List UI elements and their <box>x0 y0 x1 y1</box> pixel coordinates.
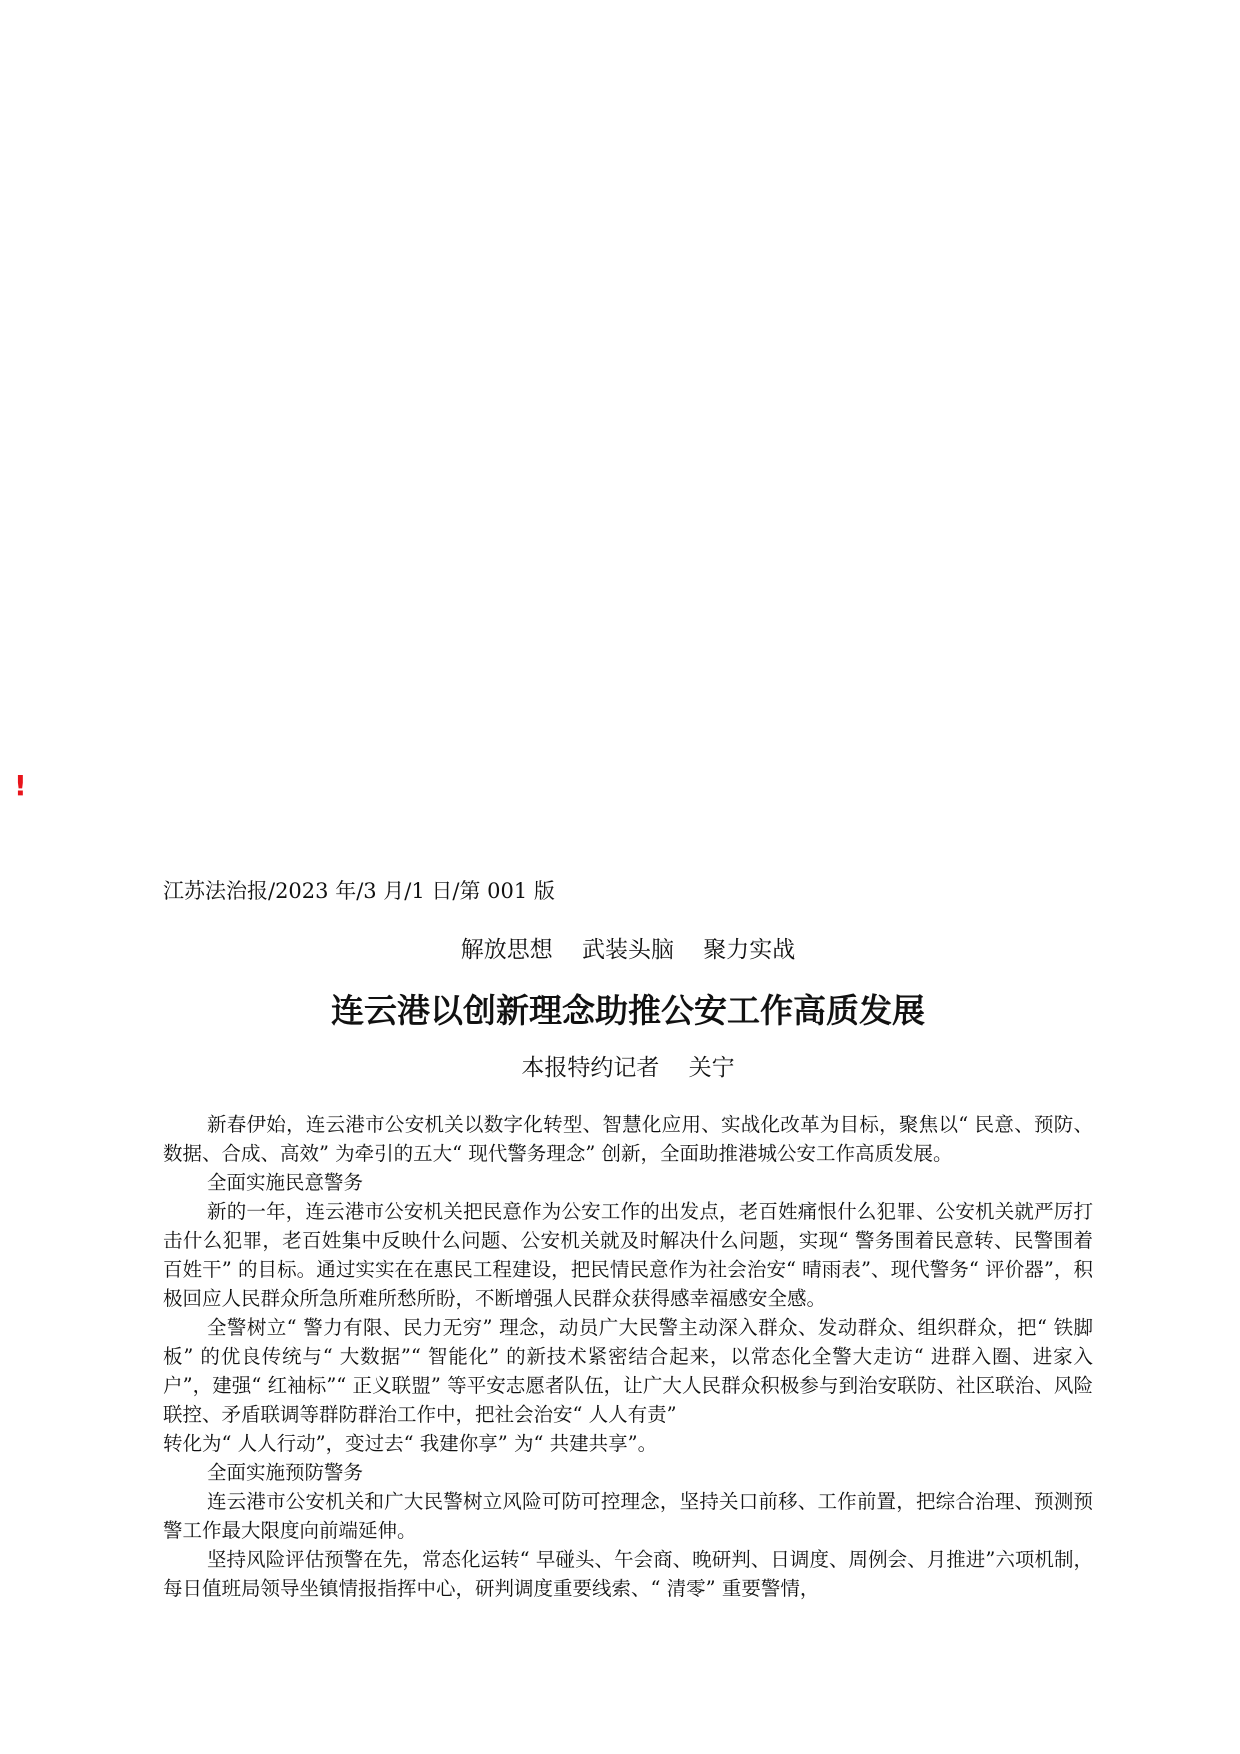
paragraph: 连云港市公安机关和广大民警树立风险可防可控理念，坚持关口前移、工作前置，把综合治理、预测预警工作最大限度向前端延伸。 <box>163 1490 1093 1542</box>
paragraph: 全警树立“ 警力有限、民力无穷” 理念，动员广大民警主动深入群众、发动群众、组织群众，把“ 铁脚板” 的优良传统与“ 大数据”“ 智能化” 的新技术紧密结合起来，以常态化全警大走访“ 进群入圈、进家入户”，建强“ 红袖标”“ 正义联盟” 等平安志愿者队伍，让广大人民群众积极参与到治安联防、社区联治、风险联控、矛盾联调等群防群治工作中，把社会治安“ 人人有责” <box>163 1316 1093 1426</box>
paragraph: 转化为“ 人人行动”，变过去“ 我建你享” 为“ 共建共享”。 <box>163 1432 658 1455</box>
article-body <box>163 1110 1093 1603</box>
paragraph: 新的一年，连云港市公安机关把民意作为公安工作的出发点，老百姓痛恨什么犯罪、公安机关就严厉打击什么犯罪，老百姓集中反映什么问题、公安机关就及时解决什么问题，实现“ 警务围着民意转、民警围着百姓干” 的目标。通过实实在在惠民工程建设，把民情民意作为社会治安“ 晴雨表”、现代警务“ 评价器”，积极回应人民群众所急所难所愁所盼，不断增强人民群众获得感幸福感安全感。 <box>163 1200 1093 1310</box>
alert-mark: ! <box>14 769 27 802</box>
section-heading: 全面实施预防警务 <box>207 1461 364 1484</box>
source-line: 江苏法治报/2023 年/3 月/1 日/第 001 版 <box>163 879 555 903</box>
kicker-title: 解放思想 武装头脑 聚力实战 <box>460 937 796 963</box>
section-heading: 全面实施民意警务 <box>207 1171 364 1194</box>
paragraph: 新春伊始，连云港市公安机关以数字化转型、智慧化应用、实战化改革为目标，聚焦以“ 民意、预防、数据、合成、高效” 为牵引的五大“ 现代警务理念” 创新，全面助推港城公安工作高质发展。 <box>163 1113 1093 1165</box>
byline: 本报特约记者 关宁 <box>521 1055 735 1081</box>
article <box>163 876 1093 1603</box>
headline: 连云港以创新理念助推公安工作高质发展 <box>331 991 925 1030</box>
paragraph: 坚持风险评估预警在先，常态化运转“ 早碰头、午会商、晚研判、日调度、周例会、月推进”六项机制，每日值班局领导坐镇情报指挥中心，研判调度重要线索、“ 清零” 重要警情， <box>163 1548 1093 1600</box>
